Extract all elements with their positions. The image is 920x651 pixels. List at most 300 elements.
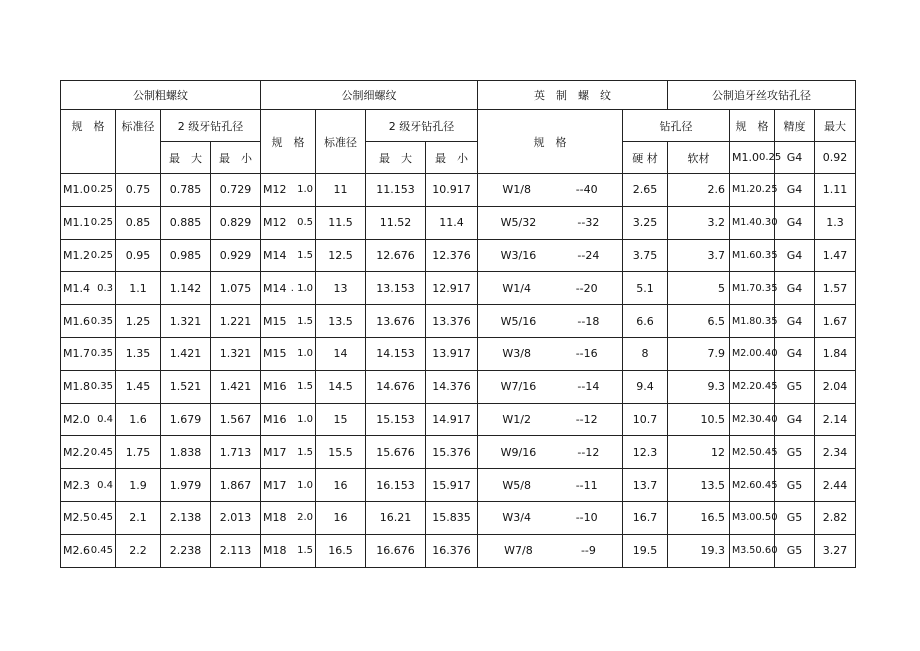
imperial-spec	[478, 239, 623, 272]
fine-min: 12.376	[426, 239, 478, 272]
coarse-spec-code: M1.4	[63, 281, 90, 295]
imperial-tpi: --18	[577, 314, 600, 328]
coarse-spec-pitch: 0.4	[97, 413, 113, 425]
fine-spec	[261, 501, 316, 534]
fine-min: 13.376	[426, 305, 478, 338]
fine-min: 14.376	[426, 370, 478, 403]
imperial-soft: 12	[668, 436, 730, 469]
imperial-hard: 6.6	[623, 305, 668, 338]
fine-spec-pitch: 1.5	[297, 381, 313, 393]
tap-precision: G4	[775, 142, 815, 174]
tap-max: 0.92	[815, 142, 856, 174]
imperial-spec	[478, 272, 623, 305]
imperial-hard: 3.25	[623, 206, 668, 239]
tap-precision: G5	[775, 436, 815, 469]
coarse-max: 1.421	[161, 337, 211, 370]
fine-spec-pitch: 1.5	[297, 545, 313, 557]
coarse-spec-pitch: 0.25	[90, 184, 113, 196]
header-spec-imperial: 规 格	[478, 110, 623, 174]
tap-max: 2.34	[815, 436, 856, 469]
coarse-max: 0.885	[161, 206, 211, 239]
header-grade2-coarse: 2 级牙钻孔径	[161, 110, 261, 142]
coarse-std-dia: 1.45	[116, 370, 161, 403]
fine-min: 15.917	[426, 469, 478, 502]
coarse-spec-code: M1.8	[63, 380, 90, 394]
coarse-spec-code: M2.5	[63, 511, 90, 525]
tap-max: 2.04	[815, 370, 856, 403]
header-max-tap: 最大	[815, 110, 856, 142]
coarse-spec	[61, 469, 116, 502]
tap-spec-pitch: 0.40	[755, 413, 778, 425]
fine-max: 13.153	[366, 272, 426, 305]
coarse-spec-pitch: 0.35	[90, 348, 113, 360]
title-fine: 公制细螺纹	[261, 81, 478, 110]
fine-spec-pitch: 1.5	[297, 249, 313, 261]
fine-spec-pitch: 1.0	[297, 348, 313, 360]
imperial-hard: 10.7	[623, 403, 668, 436]
fine-spec-pitch: . 1.0	[290, 282, 313, 294]
fine-std-dia: 14.5	[316, 370, 366, 403]
coarse-max: 1.679	[161, 403, 211, 436]
tap-spec	[730, 337, 778, 370]
imperial-soft: 6.5	[668, 305, 730, 338]
imperial-spec-code: W3/4	[502, 511, 531, 525]
imperial-tpi: --10	[575, 511, 598, 525]
coarse-spec-code: M2.0	[63, 412, 90, 426]
imperial-tpi: --14	[577, 380, 600, 394]
imperial-tpi: --16	[575, 347, 598, 361]
fine-std-dia: 13	[316, 272, 366, 305]
tap-precision: G5	[775, 501, 815, 534]
tap-precision: G5	[775, 534, 815, 567]
imperial-spec-code: W3/16	[500, 248, 537, 262]
imperial-spec	[478, 206, 623, 239]
imperial-spec	[478, 501, 623, 534]
coarse-max: 2.238	[161, 534, 211, 567]
fine-spec-pitch: 0.5	[297, 217, 313, 229]
coarse-spec-code: M1.0	[63, 183, 90, 197]
table-row	[61, 534, 856, 567]
title-imperial: 英 制 螺 纹	[478, 81, 668, 110]
coarse-spec-code: M1.7	[63, 347, 90, 361]
tap-spec-pitch: 0.30	[755, 217, 778, 229]
fine-max: 15.676	[366, 436, 426, 469]
tap-max: 1.84	[815, 337, 856, 370]
imperial-spec	[478, 436, 623, 469]
tap-spec-code: M2.5	[732, 446, 756, 458]
coarse-max: 1.521	[161, 370, 211, 403]
tap-spec	[730, 534, 778, 567]
coarse-max: 1.142	[161, 272, 211, 305]
fine-max: 12.676	[366, 239, 426, 272]
header-min-fine: 最 小	[426, 142, 478, 174]
imperial-soft: 9.3	[668, 370, 730, 403]
fine-max: 14.153	[366, 337, 426, 370]
coarse-std-dia: 2.1	[116, 501, 161, 534]
coarse-std-dia: 0.85	[116, 206, 161, 239]
imperial-soft: 13.5	[668, 469, 730, 502]
tap-precision: G4	[775, 337, 815, 370]
coarse-min: 1.713	[211, 436, 261, 469]
coarse-min: 0.729	[211, 174, 261, 207]
fine-spec-code: M15	[263, 347, 287, 361]
fine-std-dia: 13.5	[316, 305, 366, 338]
fine-max: 16.153	[366, 469, 426, 502]
tap-max: 1.47	[815, 239, 856, 272]
fine-min: 14.917	[426, 403, 478, 436]
imperial-spec-code: W9/16	[500, 445, 537, 459]
coarse-min: 1.221	[211, 305, 261, 338]
header-min-coarse: 最 小	[211, 142, 261, 174]
imperial-soft: 16.5	[668, 501, 730, 534]
fine-spec	[261, 206, 316, 239]
fine-spec-code: M14	[263, 248, 287, 262]
coarse-spec-pitch: 0.3	[97, 282, 113, 294]
tap-spec	[730, 370, 778, 403]
tap-max: 1.57	[815, 272, 856, 305]
fine-spec	[261, 534, 316, 567]
coarse-min: 2.013	[211, 501, 261, 534]
header-soft: 软材	[668, 142, 730, 174]
fine-spec	[261, 305, 316, 338]
table-row	[61, 403, 856, 436]
fine-spec-pitch: 1.0	[297, 184, 313, 196]
imperial-spec	[478, 403, 623, 436]
header-spec-coarse: 规 格	[61, 110, 116, 174]
section-title-row	[61, 81, 856, 110]
tap-precision: G4	[775, 305, 815, 338]
imperial-hard: 2.65	[623, 174, 668, 207]
coarse-min: 1.075	[211, 272, 261, 305]
imperial-hard: 13.7	[623, 469, 668, 502]
title-tap: 公制追牙丝攻钻孔径	[668, 81, 856, 110]
coarse-std-dia: 1.25	[116, 305, 161, 338]
imperial-tpi: --12	[577, 445, 600, 459]
coarse-std-dia: 0.75	[116, 174, 161, 207]
coarse-std-dia: 2.2	[116, 534, 161, 567]
tap-max: 1.67	[815, 305, 856, 338]
coarse-spec-pitch: 0.35	[90, 315, 113, 327]
tap-pitch: 0.25	[758, 152, 782, 163]
tap-spec	[730, 403, 778, 436]
coarse-min: 2.113	[211, 534, 261, 567]
header-row-1	[61, 110, 856, 142]
table-row	[61, 469, 856, 502]
imperial-tpi: --11	[575, 478, 598, 492]
fine-spec-code: M16	[263, 412, 287, 426]
imperial-spec-code: W7/8	[504, 544, 533, 558]
tap-spec-code: M2.3	[732, 413, 756, 425]
fine-std-dia: 16	[316, 469, 366, 502]
fine-spec-code: M12	[263, 216, 287, 230]
tap-max: 2.82	[815, 501, 856, 534]
imperial-spec	[478, 469, 623, 502]
coarse-spec	[61, 436, 116, 469]
fine-min: 11.4	[426, 206, 478, 239]
coarse-spec	[61, 534, 116, 567]
header-std-dia-fine: 标准径	[316, 110, 366, 174]
imperial-soft: 5	[668, 272, 730, 305]
tap-spec-code: M2.6	[732, 479, 756, 491]
table-row	[61, 206, 856, 239]
imperial-spec-code: W5/16	[500, 314, 537, 328]
tap-spec-code: M3.0	[732, 512, 756, 524]
imperial-spec-code: W5/32	[500, 216, 537, 230]
tap-spec-pitch: 0.45	[755, 479, 778, 491]
coarse-spec-code: M1.1	[63, 216, 90, 230]
tap-precision: G4	[775, 206, 815, 239]
imperial-tpi: --9	[580, 544, 596, 558]
coarse-spec	[61, 403, 116, 436]
fine-min: 15.835	[426, 501, 478, 534]
tap-spec-code: M3.5	[732, 545, 756, 557]
tap-spec-pitch: 0.25	[755, 184, 778, 196]
fine-std-dia: 12.5	[316, 239, 366, 272]
tap-spec	[730, 206, 778, 239]
fine-spec-code: M15	[263, 314, 287, 328]
fine-max: 13.676	[366, 305, 426, 338]
tap-spec-pitch: 0.50	[755, 512, 778, 524]
fine-min: 16.376	[426, 534, 478, 567]
table-row	[61, 239, 856, 272]
fine-spec	[261, 403, 316, 436]
coarse-spec	[61, 305, 116, 338]
tap-max: 2.44	[815, 469, 856, 502]
fine-spec	[261, 337, 316, 370]
coarse-spec	[61, 206, 116, 239]
imperial-spec	[478, 370, 623, 403]
fine-max: 15.153	[366, 403, 426, 436]
imperial-soft: 10.5	[668, 403, 730, 436]
coarse-spec-pitch: 0.45	[90, 545, 113, 557]
coarse-std-dia: 1.6	[116, 403, 161, 436]
coarse-spec	[61, 501, 116, 534]
coarse-spec	[61, 370, 116, 403]
table-row	[61, 501, 856, 534]
coarse-min: 0.829	[211, 206, 261, 239]
coarse-std-dia: 1.9	[116, 469, 161, 502]
imperial-soft: 3.7	[668, 239, 730, 272]
tap-spec	[730, 501, 778, 534]
table-row	[61, 337, 856, 370]
coarse-spec-code: M2.3	[63, 478, 90, 492]
table-row	[61, 272, 856, 305]
imperial-hard: 9.4	[623, 370, 668, 403]
coarse-max: 0.785	[161, 174, 211, 207]
fine-spec-pitch: 1.0	[297, 413, 313, 425]
coarse-max: 1.321	[161, 305, 211, 338]
coarse-spec-code: M1.6	[63, 314, 90, 328]
imperial-tpi: --32	[577, 216, 600, 230]
fine-std-dia: 15	[316, 403, 366, 436]
coarse-spec	[61, 239, 116, 272]
fine-std-dia: 15.5	[316, 436, 366, 469]
coarse-spec	[61, 272, 116, 305]
imperial-tpi: --40	[575, 183, 598, 197]
coarse-spec-pitch: 0.25	[90, 249, 113, 261]
tap-precision: G4	[775, 403, 815, 436]
fine-max: 11.52	[366, 206, 426, 239]
header-max-coarse: 最 大	[161, 142, 211, 174]
fine-min: 13.917	[426, 337, 478, 370]
coarse-min: 1.567	[211, 403, 261, 436]
fine-spec-code: M14	[263, 281, 287, 295]
imperial-spec-code: W7/16	[500, 380, 537, 394]
fine-spec	[261, 370, 316, 403]
thread-drill-table	[60, 80, 856, 568]
tap-spec-pitch: 0.35	[755, 249, 778, 261]
fine-spec-code: M16	[263, 380, 287, 394]
coarse-spec	[61, 337, 116, 370]
fine-spec	[261, 469, 316, 502]
imperial-hard: 19.5	[623, 534, 668, 567]
imperial-spec-code: W1/8	[502, 183, 531, 197]
header-drill-dia: 钻孔径	[623, 110, 730, 142]
tap-spec-pitch: 0.45	[755, 446, 778, 458]
fine-std-dia: 16.5	[316, 534, 366, 567]
tap-spec: M1.0	[732, 151, 759, 164]
coarse-min: 1.321	[211, 337, 261, 370]
fine-spec-pitch: 1.5	[297, 446, 313, 458]
table-row	[61, 436, 856, 469]
tap-spec	[730, 469, 778, 502]
tap-cell	[730, 142, 782, 174]
tap-spec-code: M1.7	[732, 282, 756, 294]
imperial-spec-code: W5/8	[502, 478, 531, 492]
tap-spec-code: M1.8	[732, 315, 756, 327]
fine-spec-code: M18	[263, 511, 287, 525]
tap-spec-code: M1.2	[732, 184, 756, 196]
tap-precision: G5	[775, 370, 815, 403]
tap-spec-pitch: 0.45	[755, 381, 778, 393]
fine-max: 11.153	[366, 174, 426, 207]
fine-spec-code: M12	[263, 183, 287, 197]
imperial-soft: 2.6	[668, 174, 730, 207]
coarse-std-dia: 1.75	[116, 436, 161, 469]
fine-max: 14.676	[366, 370, 426, 403]
imperial-spec-code: W3/8	[502, 347, 531, 361]
tap-precision: G4	[775, 272, 815, 305]
header-max-fine: 最 大	[366, 142, 426, 174]
fine-spec	[261, 436, 316, 469]
fine-min: 10.917	[426, 174, 478, 207]
tap-precision: G4	[775, 174, 815, 207]
coarse-spec-pitch: 0.45	[90, 512, 113, 524]
tap-max: 3.27	[815, 534, 856, 567]
imperial-hard: 5.1	[623, 272, 668, 305]
tap-spec-pitch: 0.35	[755, 315, 778, 327]
imperial-tpi: --20	[575, 281, 598, 295]
title-coarse: 公制粗螺纹	[61, 81, 261, 110]
coarse-max: 2.138	[161, 501, 211, 534]
fine-std-dia: 16	[316, 501, 366, 534]
coarse-max: 1.979	[161, 469, 211, 502]
coarse-spec-code: M1.2	[63, 248, 90, 262]
header-row-2	[61, 142, 856, 174]
coarse-max: 1.838	[161, 436, 211, 469]
coarse-std-dia: 1.1	[116, 272, 161, 305]
coarse-std-dia: 0.95	[116, 239, 161, 272]
imperial-hard: 8	[623, 337, 668, 370]
coarse-spec-pitch: 0.35	[90, 381, 113, 393]
coarse-min: 0.929	[211, 239, 261, 272]
tap-spec-code: M1.4	[732, 217, 756, 229]
tap-spec	[730, 239, 778, 272]
fine-spec	[261, 174, 316, 207]
fine-spec-code: M18	[263, 544, 287, 558]
tap-precision: G4	[775, 239, 815, 272]
table-row	[61, 174, 856, 207]
imperial-tpi: --12	[575, 412, 598, 426]
fine-std-dia: 14	[316, 337, 366, 370]
imperial-tpi: --24	[577, 248, 600, 262]
imperial-hard: 12.3	[623, 436, 668, 469]
coarse-spec-code: M2.6	[63, 544, 90, 558]
coarse-max: 0.985	[161, 239, 211, 272]
imperial-spec	[478, 305, 623, 338]
fine-spec-pitch: 1.5	[297, 315, 313, 327]
fine-min: 12.917	[426, 272, 478, 305]
header-std-dia-coarse: 标准径	[116, 110, 161, 174]
imperial-soft: 19.3	[668, 534, 730, 567]
tap-spec	[730, 436, 778, 469]
imperial-spec-code: W1/4	[502, 281, 531, 295]
fine-spec	[261, 272, 316, 305]
header-precision: 精度	[775, 110, 815, 142]
coarse-spec	[61, 174, 116, 207]
tap-max: 2.14	[815, 403, 856, 436]
fine-max: 16.21	[366, 501, 426, 534]
tap-max: 1.3	[815, 206, 856, 239]
table-row	[61, 305, 856, 338]
imperial-soft: 3.2	[668, 206, 730, 239]
imperial-hard: 3.75	[623, 239, 668, 272]
tap-spec	[730, 174, 778, 207]
tap-spec	[730, 272, 778, 305]
header-spec-fine: 规 格	[261, 110, 316, 174]
fine-spec-code: M17	[263, 478, 287, 492]
coarse-spec-code: M2.2	[63, 445, 90, 459]
imperial-spec	[478, 534, 623, 567]
coarse-min: 1.867	[211, 469, 261, 502]
fine-min: 15.376	[426, 436, 478, 469]
fine-std-dia: 11	[316, 174, 366, 207]
coarse-min: 1.421	[211, 370, 261, 403]
tap-max: 1.11	[815, 174, 856, 207]
fine-spec-pitch: 2.0	[297, 512, 313, 524]
tap-spec-code: M2.2	[732, 381, 756, 393]
coarse-spec-pitch: 0.45	[90, 446, 113, 458]
tap-spec-pitch: 0.60	[755, 545, 778, 557]
header-spec-tap: 规 格	[730, 110, 775, 142]
fine-spec-pitch: 1.0	[297, 479, 313, 491]
imperial-hard: 16.7	[623, 501, 668, 534]
coarse-spec-pitch: 0.4	[97, 479, 113, 491]
fine-spec-code: M17	[263, 445, 287, 459]
tap-spec-pitch: 0.35	[755, 282, 778, 294]
fine-max: 16.676	[366, 534, 426, 567]
fine-std-dia: 11.5	[316, 206, 366, 239]
imperial-spec	[478, 337, 623, 370]
header-hard: 硬 材	[623, 142, 668, 174]
imperial-spec	[478, 174, 623, 207]
table-row	[61, 370, 856, 403]
tap-spec	[730, 305, 778, 338]
imperial-soft: 7.9	[668, 337, 730, 370]
tap-precision: G5	[775, 469, 815, 502]
tap-spec-code: M1.6	[732, 249, 756, 261]
fine-spec	[261, 239, 316, 272]
